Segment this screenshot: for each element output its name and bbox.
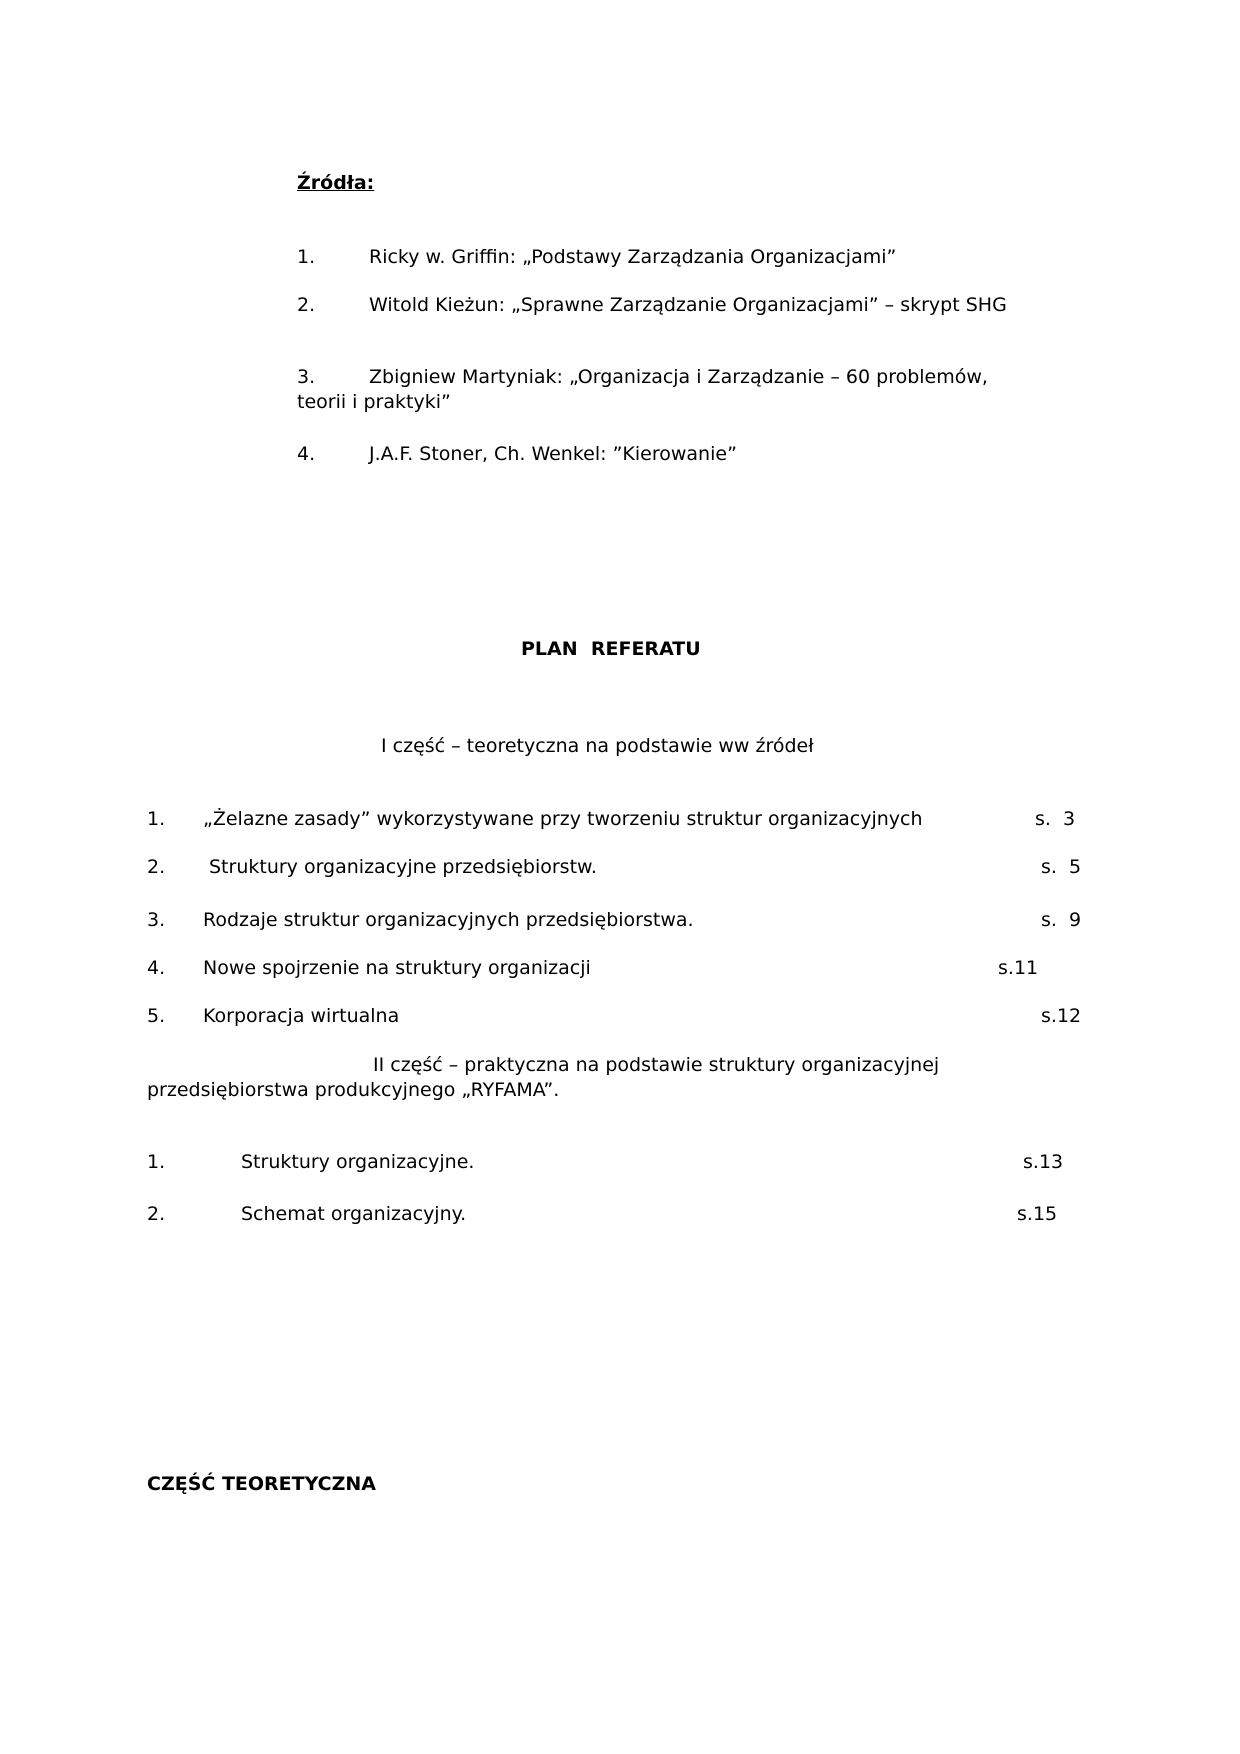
source-text-continuation: teorii i praktyki” <box>297 391 451 413</box>
plan-item-text: „Żelazne zasady” wykorzystywane przy tworzeniu struktur organizacyjnych <box>203 808 923 830</box>
plan-item-number: 5. <box>147 1005 166 1027</box>
plan-item-page: s. 3 <box>1035 808 1076 830</box>
plan-item-text: Nowe spojrzenie na struktury organizacji <box>203 957 591 979</box>
source-text: Ricky w. Griffin: „Podstawy Zarządzania Organizacjami” <box>369 246 897 268</box>
plan-item-number: 4. <box>147 957 166 979</box>
plan-item-page: s. 5 <box>1041 856 1082 878</box>
plan-title: PLAN REFERATU <box>521 638 701 660</box>
source-text: Witold Kieżun: „Sprawne Zarządzanie Organizacjami” – skrypt SHG <box>369 294 1007 316</box>
plan-item-text: Korporacja wirtualna <box>203 1005 400 1027</box>
source-number: 2. <box>297 294 316 316</box>
part2-heading-line2: przedsiębiorstwa produkcyjnego „RYFAMA”. <box>147 1079 560 1101</box>
plan-item-page: s. 9 <box>1041 909 1082 931</box>
plan-item-number: 2. <box>147 856 166 878</box>
section-title: CZĘŚĆ TEORETYCZNA <box>147 1473 377 1495</box>
plan-item-text: Rodzaje struktur organizacyjnych przedsiębiorstwa. <box>203 909 694 931</box>
plan-item-page: s.13 <box>1023 1151 1064 1173</box>
plan-item-page: s.11 <box>998 957 1039 979</box>
part1-heading: I część – teoretyczna na podstawie ww źródeł <box>381 735 814 757</box>
source-number: 3. <box>297 366 316 388</box>
source-text: J.A.F. Stoner, Ch. Wenkel: ”Kierowanie” <box>369 443 737 465</box>
part2-heading-line1: II część – praktyczna na podstawie struktury organizacyjnej <box>373 1054 940 1076</box>
plan-item-number: 1. <box>147 1151 166 1173</box>
source-number: 1. <box>297 246 316 268</box>
plan-item-page: s.15 <box>1017 1203 1058 1225</box>
plan-item-number: 2. <box>147 1203 166 1225</box>
source-text: Zbigniew Martyniak: „Organizacja i Zarządzanie – 60 problemów, <box>369 366 988 388</box>
plan-item-number: 1. <box>147 808 166 830</box>
plan-item-text: Schemat organizacyjny. <box>241 1203 467 1225</box>
sources-heading: Źródła: <box>297 172 375 194</box>
plan-item-text: Struktury organizacyjne przedsiębiorstw. <box>209 856 597 878</box>
source-number: 4. <box>297 443 316 465</box>
plan-item-number: 3. <box>147 909 166 931</box>
plan-item-text: Struktury organizacyjne. <box>241 1151 475 1173</box>
plan-item-page: s.12 <box>1041 1005 1082 1027</box>
